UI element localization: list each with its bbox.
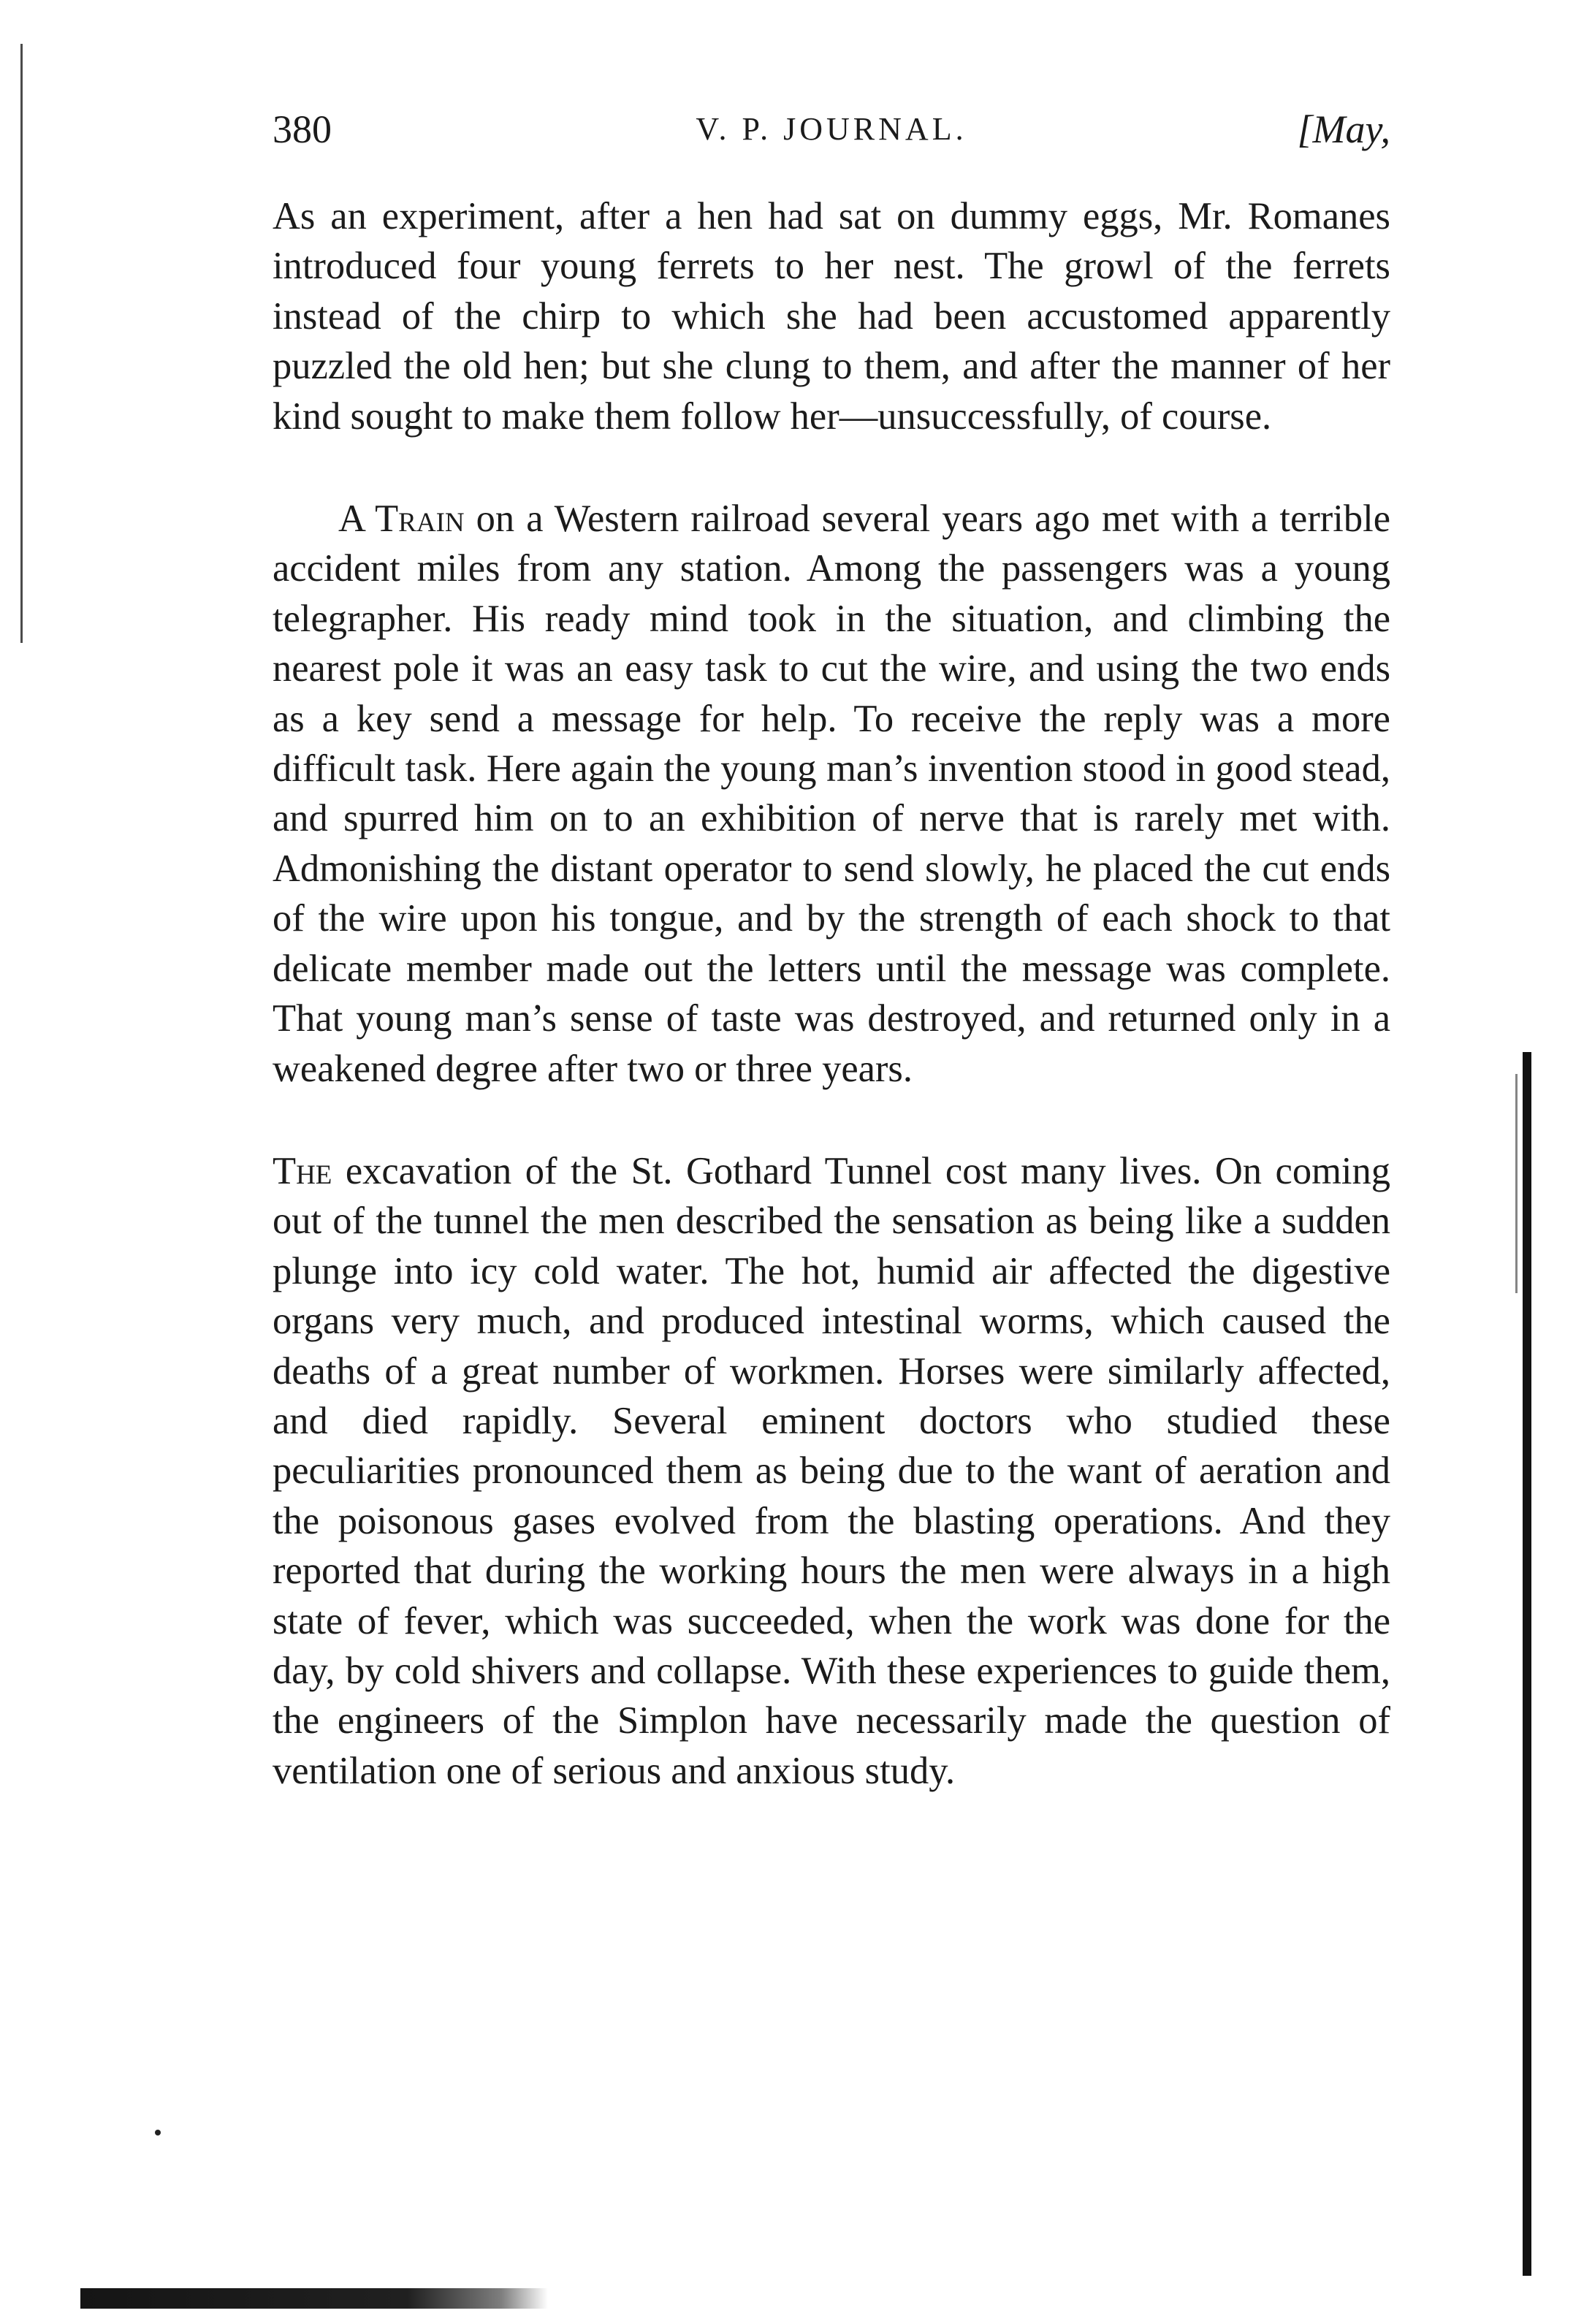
scan-edge-line-right (1523, 1052, 1531, 2276)
scan-speck (155, 2130, 161, 2136)
paragraph-text: excavation of the St. Gothard Tunnel cost many lives. On coming out of the tunnel the men described the sensation as being like a sudden plunge into icy cold water. The hot, humid air affected the digestive organs very much, and produced intestinal worms, which caused the deaths of a great number of workmen. Horses were similarly affected, and died rapidly. Several eminent doctors who studied these peculiarities pronounced them as being due to the want of aeration and the poisonous gases evolved from the blasting operations. And they reported that during the working hours the men were always in a high state of fever, which was succeeded, when the work was done for the day, by cold shivers and collapse. With these experiences to guide them, the engineers of the Simplon have necessarily made the question of ventilation one of serious and anxious study. (273, 1149, 1390, 1792)
article-body (273, 191, 1390, 1796)
scan-bottom-bar (80, 2288, 548, 2309)
paragraph-hen-ferrets (273, 191, 1390, 441)
scan-edge-line-right-thin (1515, 1074, 1518, 1293)
scan-edge-line-left (20, 44, 23, 643)
paragraph-lead: The (273, 1149, 332, 1192)
paragraph-text: As an experiment, after a hen had sat on dummy eggs, Mr. Romanes introduced four young ferrets to her nest. The growl of the ferrets instead of the chirp to which she had been accustomed apparently puzzled the old hen; but she clung to them, and after the manner of her kind sought to make them follow her—unsuccessfully, of course. (273, 195, 1390, 438)
paragraph-st-gothard (273, 1146, 1390, 1796)
journal-title: V. P. JOURNAL. (696, 111, 967, 147)
running-head (273, 104, 1390, 155)
paragraph-telegrapher (273, 494, 1390, 1094)
paragraph-text: on a Western railroad several years ago met with a terrible accident miles from any station. Among the passengers was a young telegrapher. His ready mind took in the situation, and climbing the nearest pole it was an easy task to cut the wire, and using the two ends as a key send a message for help. To receive the reply was a more difficult task. Here again the young man’s invention stood in good stead, and spurred him on to an exhibition of nerve that is rarely met with. Admonishing the distant operator to send slowly, he placed the cut ends of the wire upon his tongue, and by the strength of each shock to that delicate member made out the letters until the message was complete. That young man’s sense of taste was destroyed, and returned only in a weakened degree after two or three years. (273, 498, 1391, 1090)
paragraph-lead: A Train (338, 498, 465, 541)
month-label: [May, (1297, 107, 1390, 151)
page-number: 380 (273, 107, 332, 151)
